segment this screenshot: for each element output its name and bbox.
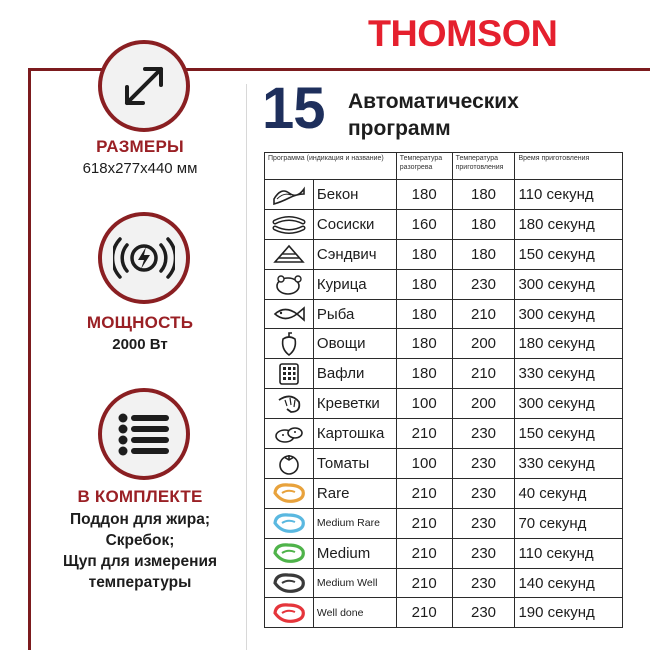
table-row (265, 598, 623, 628)
cook-time: 150 секунд (515, 239, 623, 269)
preheat-temp: 210 (396, 598, 452, 628)
potato-icon (265, 419, 314, 449)
table-row (265, 180, 623, 210)
preheat-temp: 210 (396, 538, 452, 568)
table-row (265, 508, 623, 538)
header-temp-preheat: Температура разогрева (396, 153, 452, 180)
preheat-temp: 210 (396, 568, 452, 598)
cook-time: 110 секунд (515, 180, 623, 210)
table-header-row (265, 153, 623, 180)
preheat-temp: 180 (396, 299, 452, 329)
power-title: МОЩНОСТЬ (86, 313, 194, 332)
program-name: Well done (313, 598, 396, 628)
preheat-temp: 180 (396, 239, 452, 269)
table-row (265, 269, 623, 299)
cook-temp: 180 (452, 209, 515, 239)
programs-table (264, 152, 623, 628)
cook-temp: 230 (452, 478, 515, 508)
steak-icon (265, 598, 314, 628)
cook-temp: 210 (452, 299, 515, 329)
programs-count: 15 (262, 76, 325, 141)
included-item: температуры (88, 574, 192, 591)
cook-temp: 230 (452, 538, 515, 568)
power-bolt-icon (98, 212, 190, 304)
cook-time: 300 секунд (515, 269, 623, 299)
preheat-temp: 210 (396, 508, 452, 538)
resize-arrows-icon (98, 40, 190, 132)
cook-temp: 230 (452, 598, 515, 628)
sausage-icon (265, 209, 314, 239)
program-name: Medium Well (313, 568, 396, 598)
table-row (265, 419, 623, 449)
table-row (265, 389, 623, 419)
preheat-temp: 160 (396, 209, 452, 239)
sandwich-icon (265, 239, 314, 269)
included-item: Поддон для жира; (69, 511, 211, 528)
program-name: Бекон (313, 180, 396, 210)
program-name: Креветки (313, 389, 396, 419)
cook-time: 70 секунд (515, 508, 623, 538)
program-name: Сосиски (313, 209, 396, 239)
preheat-temp: 210 (396, 478, 452, 508)
preheat-temp: 180 (396, 359, 452, 389)
program-name: Картошка (313, 419, 396, 449)
program-name: Овощи (313, 329, 396, 359)
column-divider (246, 84, 247, 650)
cook-temp: 180 (452, 180, 515, 210)
included-item: Щуп для измерения (62, 553, 218, 570)
header-time: Время приготовления (515, 153, 623, 180)
table-row (265, 359, 623, 389)
program-name: Курица (313, 269, 396, 299)
cook-temp: 200 (452, 329, 515, 359)
power-value: 2000 Вт (112, 336, 168, 353)
dimensions-title: РАЗМЕРЫ (96, 137, 184, 156)
program-name: Rare (313, 478, 396, 508)
brand-logo: THOMSON (368, 13, 558, 54)
programs-heading-line2: программ (348, 117, 451, 140)
program-name: Сэндвич (313, 239, 396, 269)
cook-temp: 210 (452, 359, 515, 389)
program-name: Medium (313, 538, 396, 568)
program-name: Рыба (313, 299, 396, 329)
cook-temp: 180 (452, 239, 515, 269)
preheat-temp: 180 (396, 329, 452, 359)
dimensions-value: 618x277x440 мм (82, 160, 198, 177)
pepper-icon (265, 329, 314, 359)
steak-icon (265, 538, 314, 568)
preheat-temp: 210 (396, 419, 452, 449)
cook-time: 300 секунд (515, 299, 623, 329)
program-name: Томаты (313, 449, 396, 479)
chicken-icon (265, 269, 314, 299)
cook-temp: 230 (452, 449, 515, 479)
cook-temp: 230 (452, 269, 515, 299)
tomato-icon (265, 449, 314, 479)
steak-icon (265, 568, 314, 598)
program-name: Вафли (313, 359, 396, 389)
included-item: Скребок; (105, 532, 175, 549)
cook-time: 40 секунд (515, 478, 623, 508)
steak-icon (265, 478, 314, 508)
cook-time: 180 секунд (515, 209, 623, 239)
cook-time: 140 секунд (515, 568, 623, 598)
program-name: Medium Rare (313, 508, 396, 538)
cook-temp: 230 (452, 568, 515, 598)
included-title: В КОМПЛЕКТЕ (77, 487, 203, 506)
table-row (265, 329, 623, 359)
header-program: Программа (индикация и название) (265, 153, 397, 180)
cook-time: 330 секунд (515, 359, 623, 389)
frame-left-line (28, 68, 31, 650)
cook-time: 330 секунд (515, 449, 623, 479)
fish-icon (265, 299, 314, 329)
table-row (265, 449, 623, 479)
cook-time: 110 секунд (515, 538, 623, 568)
list-icon (98, 388, 190, 480)
cook-time: 150 секунд (515, 419, 623, 449)
steak-icon (265, 508, 314, 538)
table-row (265, 239, 623, 269)
table-row (265, 478, 623, 508)
header-temp-cook: Температура приготовления (452, 153, 515, 180)
cook-temp: 230 (452, 508, 515, 538)
table-row (265, 299, 623, 329)
preheat-temp: 100 (396, 389, 452, 419)
programs-heading-line1: Автоматических (348, 90, 519, 113)
cook-time: 300 секунд (515, 389, 623, 419)
table-row (265, 538, 623, 568)
preheat-temp: 180 (396, 269, 452, 299)
shrimp-icon (265, 389, 314, 419)
preheat-temp: 100 (396, 449, 452, 479)
cook-time: 190 секунд (515, 598, 623, 628)
bacon-icon (265, 180, 314, 210)
cook-temp: 230 (452, 419, 515, 449)
cook-temp: 200 (452, 389, 515, 419)
cook-time: 180 секунд (515, 329, 623, 359)
preheat-temp: 180 (396, 180, 452, 210)
table-row (265, 568, 623, 598)
table-row (265, 209, 623, 239)
waffle-icon (265, 359, 314, 389)
